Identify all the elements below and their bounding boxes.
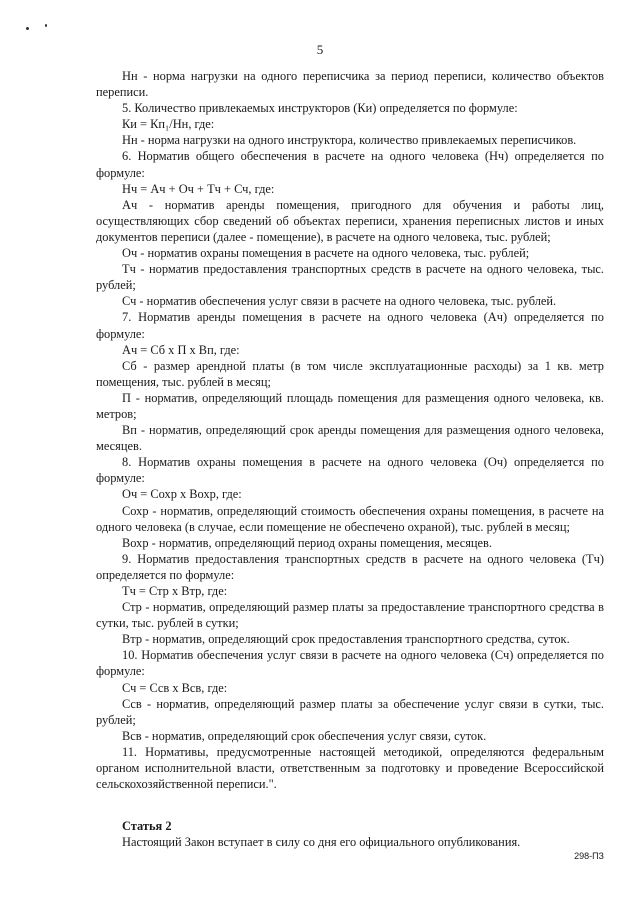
paragraph: 7. Норматив аренды помещения в расчете на одного человека (Ач) определяется по формуле:	[96, 310, 604, 341]
paragraph: 5. Количество привлекаемых инструкторов (Ки) определяется по формуле:	[122, 101, 518, 116]
formula: Нч = Ач + Оч + Тч + Сч, где:	[122, 181, 275, 196]
paragraph: П - норматив, определяющий площадь помещения для размещения одного человека, кв. метров;	[96, 390, 604, 421]
paragraph: Сб - размер арендной платы (в том числе эксплуатационные расходы) за 1 кв. метр помещения, тыс. рублей в месяц;	[96, 358, 604, 389]
paragraph: Вохр - норматив, определяющий период охраны помещения, месяцев.	[122, 535, 493, 550]
formula: Тч = Стр х Втр, где:	[122, 584, 228, 598]
paragraph: Сохр - норматив, определяющий стоимость обеспечения охраны помещения, в расчете на одного человека (в случае, если помещение не обеспечено охраной), тыс. рублей в месяц;	[96, 503, 604, 534]
paragraph: Нн - норма нагрузки на одного инструктора, количество привлекаемых переписчиков.	[122, 133, 577, 148]
scan-speck	[45, 24, 47, 27]
paragraph: 8. Норматив охраны помещения в расчете на одного человека (Оч) определяется по формуле:	[96, 455, 604, 486]
paragraph: Оч - норматив охраны помещения в расчете на одного человека, тыс. рублей;	[122, 246, 530, 261]
page-number: 5	[316, 42, 324, 57]
paragraph: 11. Нормативы, предусмотренные настоящей методикой, определяются федеральным органом исполнительной власти, ответственным за подготовку и проведение Всероссийской сельскохозяйственной переписи.".	[96, 744, 604, 792]
paragraph: Всв - норматив, определяющий срок обеспечения услуг связи, суток.	[122, 728, 487, 743]
paragraph: Втр - норматив, определяющий срок предоставления транспортного средства, суток.	[122, 632, 570, 647]
paragraph: Ссв - норматив, определяющий размер платы за обеспечение услуг связи в сутки, тыс. рублей;	[96, 696, 604, 727]
paragraph: Сч - норматив обеспечения услуг связи в расчете на одного человека, тыс. рублей.	[122, 294, 557, 309]
formula: Ач = Сб х П х Вп, где:	[122, 342, 240, 357]
paragraph: Тч - норматив предоставления транспортных средств в расчете на одного человека, тыс. рублей;	[96, 262, 604, 293]
article-text: Настоящий Закон вступает в силу со дня его официального опубликования.	[122, 835, 521, 850]
paragraph: 6. Норматив общего обеспечения в расчете на одного человека (Нч) определяется по формуле:	[96, 149, 604, 180]
paragraph: 9. Норматив предоставления транспортных средств в расчете на одного человека (Тч) определяется по формуле:	[96, 551, 604, 582]
paragraph: Нн - норма нагрузки на одного переписчика за период переписи, количество объектов переписи.	[96, 69, 604, 100]
document-body	[96, 68, 604, 850]
paragraph: 10. Норматив обеспечения услуг связи в расчете на одного человека (Сч) определяется по формуле:	[96, 648, 604, 679]
paragraph: Стр - норматив, определяющий размер платы за предоставление транспортного средства в сутки, тыс. рублей в сутки;	[96, 600, 604, 631]
document-code: 298-ПЗ	[574, 851, 604, 861]
paragraph: Вп - норматив, определяющий срок аренды помещения для размещения одного человека, месяцев.	[96, 423, 604, 454]
section-spacer	[96, 792, 604, 818]
article-heading: Статья 2	[122, 819, 172, 834]
scan-speck	[26, 27, 29, 30]
formula: Сч = Ссв х Всв, где:	[122, 680, 228, 695]
formula: Оч = Сохр х Вохр, где:	[122, 487, 242, 502]
formula: Ки = Кп₁/Нн, где:	[122, 117, 215, 132]
paragraph: Ач - норматив аренды помещения, пригодного для обучения и работы лиц, осуществляющих сбор сведений об объектах переписи, хранения переписных листов и иных документов переписи (далее - помещение), в расчете на одного человека, тыс. рублей;	[96, 197, 604, 244]
